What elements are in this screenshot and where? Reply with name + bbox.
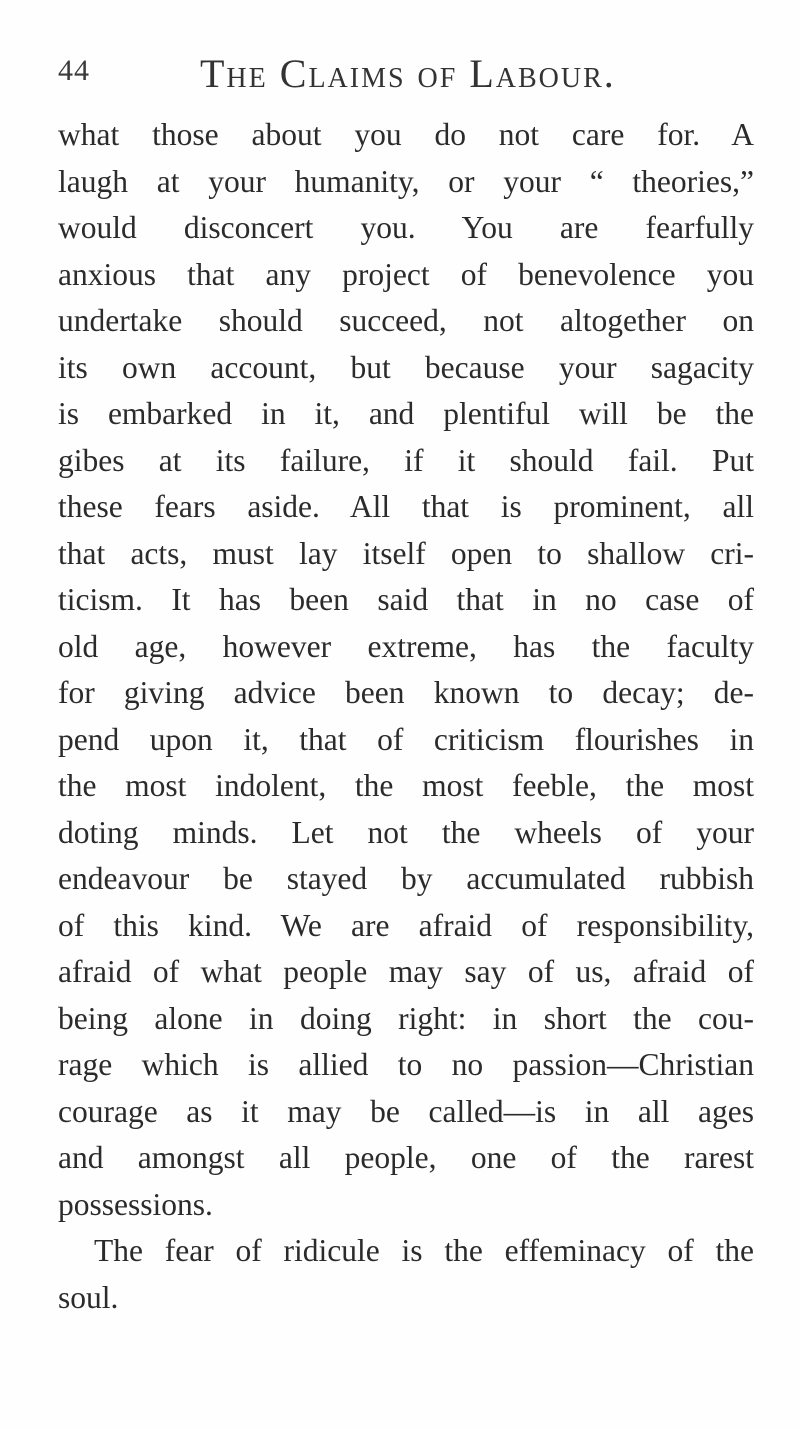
paragraph-2 [58,1228,754,1321]
text-line: afraid of what people may say of us, afraid of [58,954,754,989]
text-line: ticism. It has been said that in no case of [58,582,754,617]
paragraph-1 [58,112,754,1228]
text-line: what those about you do not care for. A [58,117,754,152]
text-line: courage as it may be called—is in all ages [58,1093,754,1129]
text-line: old age, however extreme, has the faculty [58,628,754,664]
text-line: doting minds. Let not the wheels of your [58,814,754,850]
text-line: and amongst all people, one of the rarest [58,1140,754,1175]
text-line: The fear of ridicule is the effeminacy of the [94,1233,754,1268]
page-number: 44 [58,54,90,87]
text-line: of this kind. We are afraid of responsibility, [58,907,754,943]
text-line: laugh at your humanity, or your “ theories,” [58,163,754,199]
text-line: would disconcert you. You are fearfully [58,210,754,245]
text-line: the most indolent, the most feeble, the most [58,768,754,803]
text-line: pend upon it, that of criticism flourishes in [58,721,754,757]
text-line: undertake should succeed, not altogether on [58,303,754,338]
text-line: these fears aside. All that is prominent, all [58,489,754,524]
text-line: possessions. [58,1186,213,1222]
text-line: that acts, must lay itself open to shallow cri- [58,535,754,571]
text-line: gibes at its failure, if it should fail. Put [58,442,754,478]
body-text [58,112,754,1321]
text-line: anxious that any project of benevolence you [58,256,754,292]
text-line: is embarked in it, and plentiful will be the [58,396,754,431]
text-line: for giving advice been known to decay; de- [58,675,754,710]
running-head [58,50,748,100]
text-line: soul. [58,1279,119,1315]
text-line: rage which is allied to no passion—Christian [58,1047,754,1082]
running-title: The Claims of Labour. [200,51,616,96]
text-line: being alone in doing right: in short the cou- [58,1000,754,1036]
text-line: endeavour be stayed by accumulated rubbish [58,861,754,896]
text-line: its own account, but because your sagacity [58,349,754,385]
